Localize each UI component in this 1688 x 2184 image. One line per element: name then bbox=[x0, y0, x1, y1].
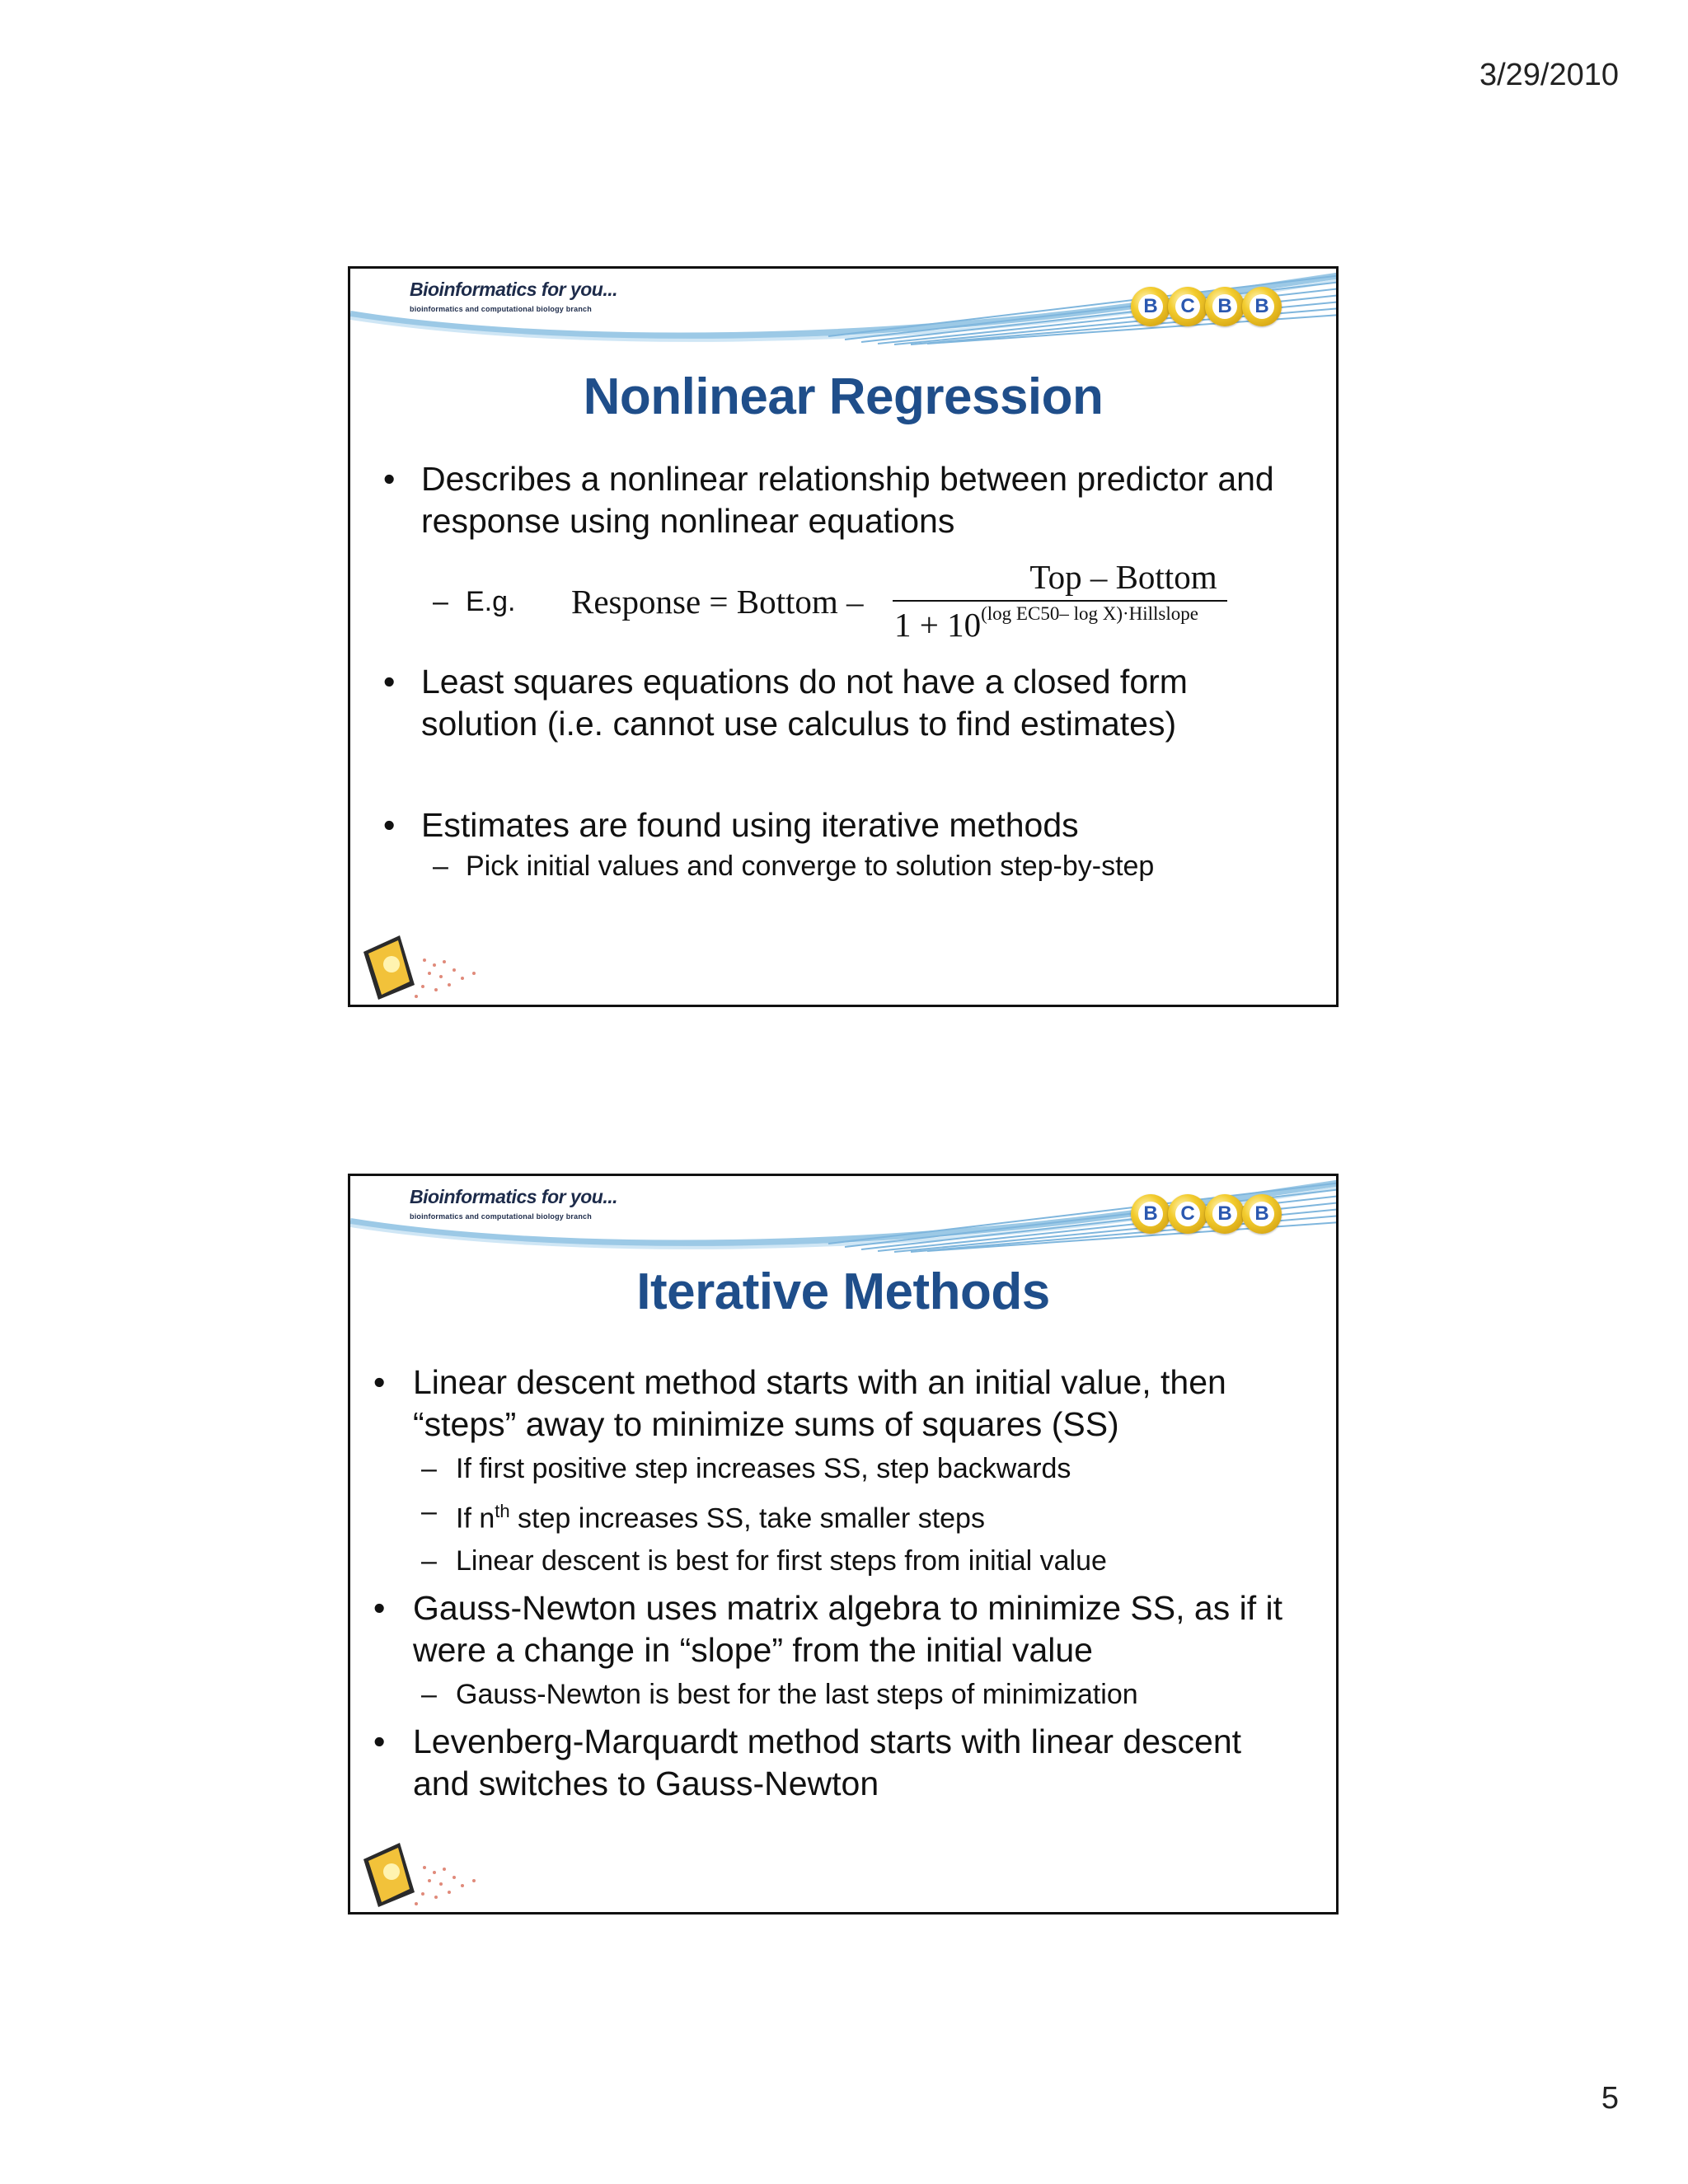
formula-row bbox=[350, 557, 1336, 654]
bullet-item: • Estimates are found using iterative methods bbox=[350, 804, 1303, 846]
laptop-logo-icon bbox=[359, 1826, 490, 1909]
eg-label: E.g. bbox=[466, 586, 516, 617]
formula-exponent: (log EC50– log X)·Hillslope bbox=[981, 603, 1198, 624]
brand-title: Bioinformatics for you... bbox=[410, 1186, 618, 1207]
formula-denominator-base: 1 + 10 bbox=[894, 606, 982, 644]
bcbb-letter: B bbox=[1212, 294, 1237, 319]
bcbb-letter: B bbox=[1250, 294, 1274, 319]
bcbb-letter: C bbox=[1175, 1202, 1200, 1226]
sub-bullet-text: step increases SS, take smaller steps bbox=[509, 1502, 985, 1535]
bullet-item: • Describes a nonlinear relationship between predictor and response using nonlinear equations bbox=[350, 458, 1303, 542]
slide-title: Iterative Methods bbox=[636, 1263, 1050, 1320]
brand-title: Bioinformatics for you... bbox=[410, 279, 618, 300]
formula-denominator bbox=[894, 605, 1198, 644]
sub-bullet-item: – Linear descent is best for first steps from initial value bbox=[350, 1541, 1336, 1581]
bcbb-letter: C bbox=[1175, 294, 1200, 319]
formula-numerator: Top – Bottom bbox=[1029, 558, 1217, 596]
bcbb-letter: B bbox=[1212, 1202, 1237, 1226]
header-date: 3/29/2010 bbox=[1479, 58, 1619, 92]
bcbb-letter: B bbox=[1138, 294, 1163, 319]
slide-nonlinear-regression bbox=[348, 266, 1339, 1007]
bcbb-logo bbox=[1133, 1194, 1282, 1234]
sub-bullet-text: If n bbox=[456, 1502, 495, 1535]
laptop-logo-icon bbox=[359, 919, 490, 1001]
bullet-item: • Levenberg-Marquardt method starts with linear descent and switches to Gauss-Newton bbox=[350, 1721, 1303, 1805]
slide-banner bbox=[350, 1176, 1336, 1258]
dash-marker: – bbox=[433, 586, 448, 617]
brand-subtitle: bioinformatics and computational biology branch bbox=[410, 1212, 592, 1221]
bullet-item: • Gauss-Newton uses matrix algebra to minimize SS, as if it were a change in “slope” from the initial value bbox=[350, 1587, 1303, 1671]
sub-bullet-item: – Pick initial values and converge to solution step-by-step bbox=[350, 846, 1336, 886]
sub-bullet-item: – If first positive step increases SS, step backwards bbox=[350, 1449, 1336, 1488]
bullet-list bbox=[350, 458, 1336, 886]
bullet-item: • Least squares equations do not have a closed form solution (i.e. cannot use calculus to find estimates) bbox=[350, 661, 1303, 745]
slide-banner bbox=[350, 269, 1336, 351]
brand-subtitle: bioinformatics and computational biology branch bbox=[410, 305, 592, 313]
page-number: 5 bbox=[1601, 2081, 1619, 2116]
bcbb-letter: B bbox=[1138, 1202, 1163, 1226]
bcbb-logo bbox=[1133, 287, 1282, 326]
sub-bullet-item bbox=[350, 1492, 1336, 1538]
slide-title: Nonlinear Regression bbox=[583, 368, 1104, 425]
sub-bullet-item: – Gauss-Newton is best for the last steps of minimization bbox=[350, 1675, 1336, 1714]
fraction-bar bbox=[893, 600, 1227, 602]
superscript-th: th bbox=[495, 1501, 510, 1521]
slide-iterative-methods bbox=[348, 1174, 1339, 1915]
bcbb-letter: B bbox=[1250, 1202, 1274, 1226]
bullet-item: • Linear descent method starts with an initial value, then “steps” away to minimize sums of squares (SS) bbox=[350, 1361, 1303, 1446]
bullet-list bbox=[350, 1361, 1336, 1805]
formula-lhs: Response = Bottom – bbox=[571, 583, 864, 621]
